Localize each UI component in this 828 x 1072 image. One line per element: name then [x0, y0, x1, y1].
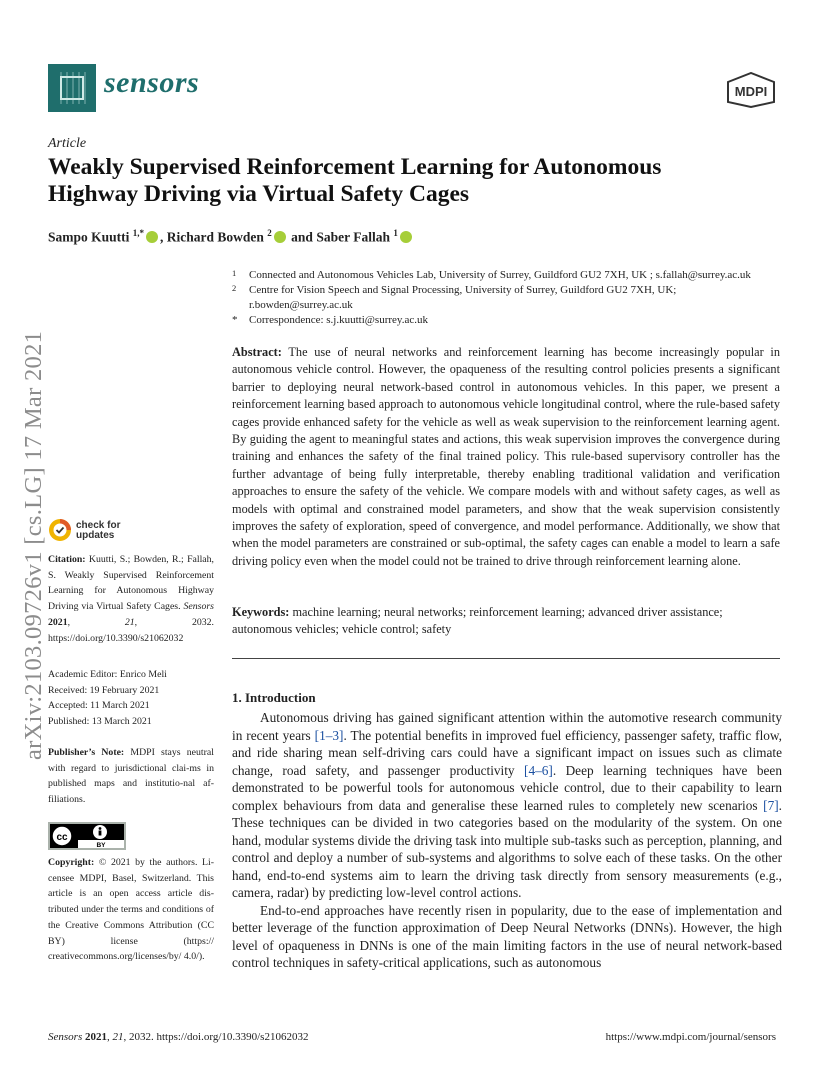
svg-text:cc: cc: [56, 832, 68, 843]
editorial-dates: [48, 667, 214, 730]
keywords-label: Keywords:: [232, 605, 290, 619]
citation-link[interactable]: [1–3]: [314, 727, 344, 743]
svg-text:BY: BY: [96, 842, 106, 849]
article-type: Article: [48, 136, 87, 151]
received-date: Received: 19 February 2021: [48, 684, 160, 696]
check-updates-label: check for updates: [76, 520, 121, 541]
citation-block: Citation: Kuutti, S.; Bowden, R.; Fallah, S. Weakly Supervised Reinforcement Learning for Autonomous Highway Driving via Virtual Safety Cages. Sensors 2021, 21, 2032. https://doi.org/10.3390/s21062032: [48, 554, 215, 644]
footer-journal-link[interactable]: https://www.mdpi.com/journal/sensors: [605, 1031, 776, 1043]
doi-link[interactable]: https://doi.org/10.3390/s21062032: [48, 632, 184, 644]
affiliation-item: 2 Centre for Vision Speech and Signal Processing, University of Surrey, Guildford GU2 7XH, UK; r.bowden@surrey.ac.uk: [232, 283, 677, 311]
keywords: [232, 604, 780, 639]
accepted-date: Accepted: 11 March 2021: [48, 700, 150, 712]
publisher-note-label: Publisher’s Note:: [48, 747, 125, 758]
check-updates-icon: [48, 518, 72, 542]
footer-citation: Sensors 2021, 21, 2032. https://doi.org/10.3390/s21062032: [48, 1031, 309, 1043]
mdpi-logo-icon: [724, 72, 778, 108]
copyright-label: Copyright:: [48, 857, 95, 868]
journal-logo-icon: [48, 64, 96, 112]
correspondence-item: * Correspondence: s.j.kuutti@surrey.ac.uk: [232, 314, 428, 326]
affiliations: [232, 268, 787, 328]
author-affiliation: 1: [393, 228, 398, 238]
abstract: [232, 344, 780, 570]
check-for-updates-button[interactable]: [48, 518, 128, 546]
orcid-icon[interactable]: [146, 231, 158, 243]
author-name: Sampo Kuutti: [48, 229, 130, 245]
paper-title: [48, 154, 768, 208]
orcid-icon[interactable]: [274, 231, 286, 243]
copyright-block: Copyright: © 2021 by the authors. Li-censee MDPI, Basel, Switzerland. This article is an open access article dis-tributed under the terms and conditions of the Creative Commons Attribution (CC BY) license (https:// creativecommons.org/licenses/by/ 4.0/).: [48, 857, 215, 963]
journal-name: sensors: [104, 66, 200, 99]
author-affiliation: 2: [267, 228, 272, 238]
title-line-1: Weakly Supervised Reinforcement Learning for Autonomous: [48, 154, 662, 180]
academic-editor: Academic Editor: Enrico Meli: [48, 669, 167, 680]
introduction-body: [232, 709, 782, 972]
publisher-name: MDPI: [734, 84, 768, 99]
orcid-icon[interactable]: [400, 231, 412, 243]
title-line-2: Highway Driving via Virtual Safety Cages: [48, 181, 470, 207]
published-date: Published: 13 March 2021: [48, 716, 152, 728]
paragraph: End-to-end approaches have recently risen in popularity, due to the ease of implementation and better leverage of the function approximation of Deep Neural Networks (DNNs). However, the high level of opaqueness in DNNs is one of the main limiting factors in the use of neural network-based control techniques in safety-critical applications, such as autonomous: [232, 902, 782, 970]
author-name: Saber Fallah: [316, 229, 390, 245]
arxiv-stamp: arXiv:2103.09726v1 [cs.LG] 17 Mar 2021: [20, 330, 47, 760]
paragraph: Autonomous driving has gained significant attention within the automotive research community in recent years [1–3]. The potential benefits in improved fuel efficiency, passenger safety, traffic flow, and ride sharing mean self-driving cars could have a significant impact on issues such as climate change, road safety, and passenger productivity [4–6]. Deep learning techniques have been demonstrated to be powerful tools for autonomous vehicle control, due to their capability to learn complex behaviours from data and generalise these learned rules to completely new scenarios [7]. These techniques can be divided in two categories based on the modularity of the system. On one hand, modular systems divide the driving task into multiple sub-tasks such as perception, planning, and control and deploy a number of sub-systems and algorithms to solve each of these tasks. On the other hand, end-to-end systems aim to learn the driving task directly from sensory measurements (e.g., camera, radar) by predicting low-level control actions.: [232, 710, 782, 900]
citation-label: Citation:: [48, 554, 86, 565]
citation-link[interactable]: [4–6]: [524, 762, 553, 778]
author-name: Richard Bowden: [166, 229, 264, 245]
author-affiliation: 1,*: [132, 228, 145, 238]
abstract-label: Abstract:: [232, 345, 282, 359]
publisher-note: Publisher’s Note: MDPI stays neutral with regard to jurisdictional clai-ms in published maps and institutio-nal af-filiations.: [48, 747, 214, 806]
affiliation-item: 1 Connected and Autonomous Vehicles Lab, University of Surrey, Guildford GU2 7XH, UK ; s.fallah@surrey.ac.uk: [232, 268, 751, 281]
abstract-text: The use of neural networks and reinforcement learning has become increasingly popular in autonomous vehicle control. However, the opaqueness of the resulting control policies presents a significant barrier to deploying neural network-based control in autonomous vehicles. In this paper, we present a reinforcement learning based approach to autonomous vehicle longitudinal control, where the rule-based safety cages provide enhanced safety for the vehicle as well as weak supervision to the reinforcement learning agent. By guiding the agent to meaningful states and actions, this weak supervision improves the convergence during training and enhances the safety of the final trained policy. This rule-based supervisory controller has the further advantage of being fully interpretable, thereby enabling traditional validation and verification approaches to ensure the safety of the vehicle. We compare models with and without safety cages, as well as models with optimal and constrained model parameters, and show that the weak supervision consistently improves the safety of exploration, speed of convergence, and model performance. Additionally, we show that when the model parameters are constrained or sub-optimal, the safety cages can enable a model to learn a safe driving policy even when the model could not be trained to drive through reinforcement learning alone.: [232, 345, 780, 568]
keywords-text: machine learning; neural networks; reinforcement learning; advanced driver assistance; autonomous vehicles; vehicle control; safety: [232, 605, 723, 637]
cc-by-license-icon[interactable]: [48, 822, 126, 850]
citation-link[interactable]: [7]: [763, 797, 779, 813]
section-heading: 1. Introduction: [232, 690, 316, 705]
author-list: Sampo Kuutti $^{1,*}$ , Richard Bowden $^2$ and Saber Fallah $^1$: [48, 228, 414, 246]
section-divider: [232, 658, 780, 659]
author-and: and: [291, 229, 313, 245]
